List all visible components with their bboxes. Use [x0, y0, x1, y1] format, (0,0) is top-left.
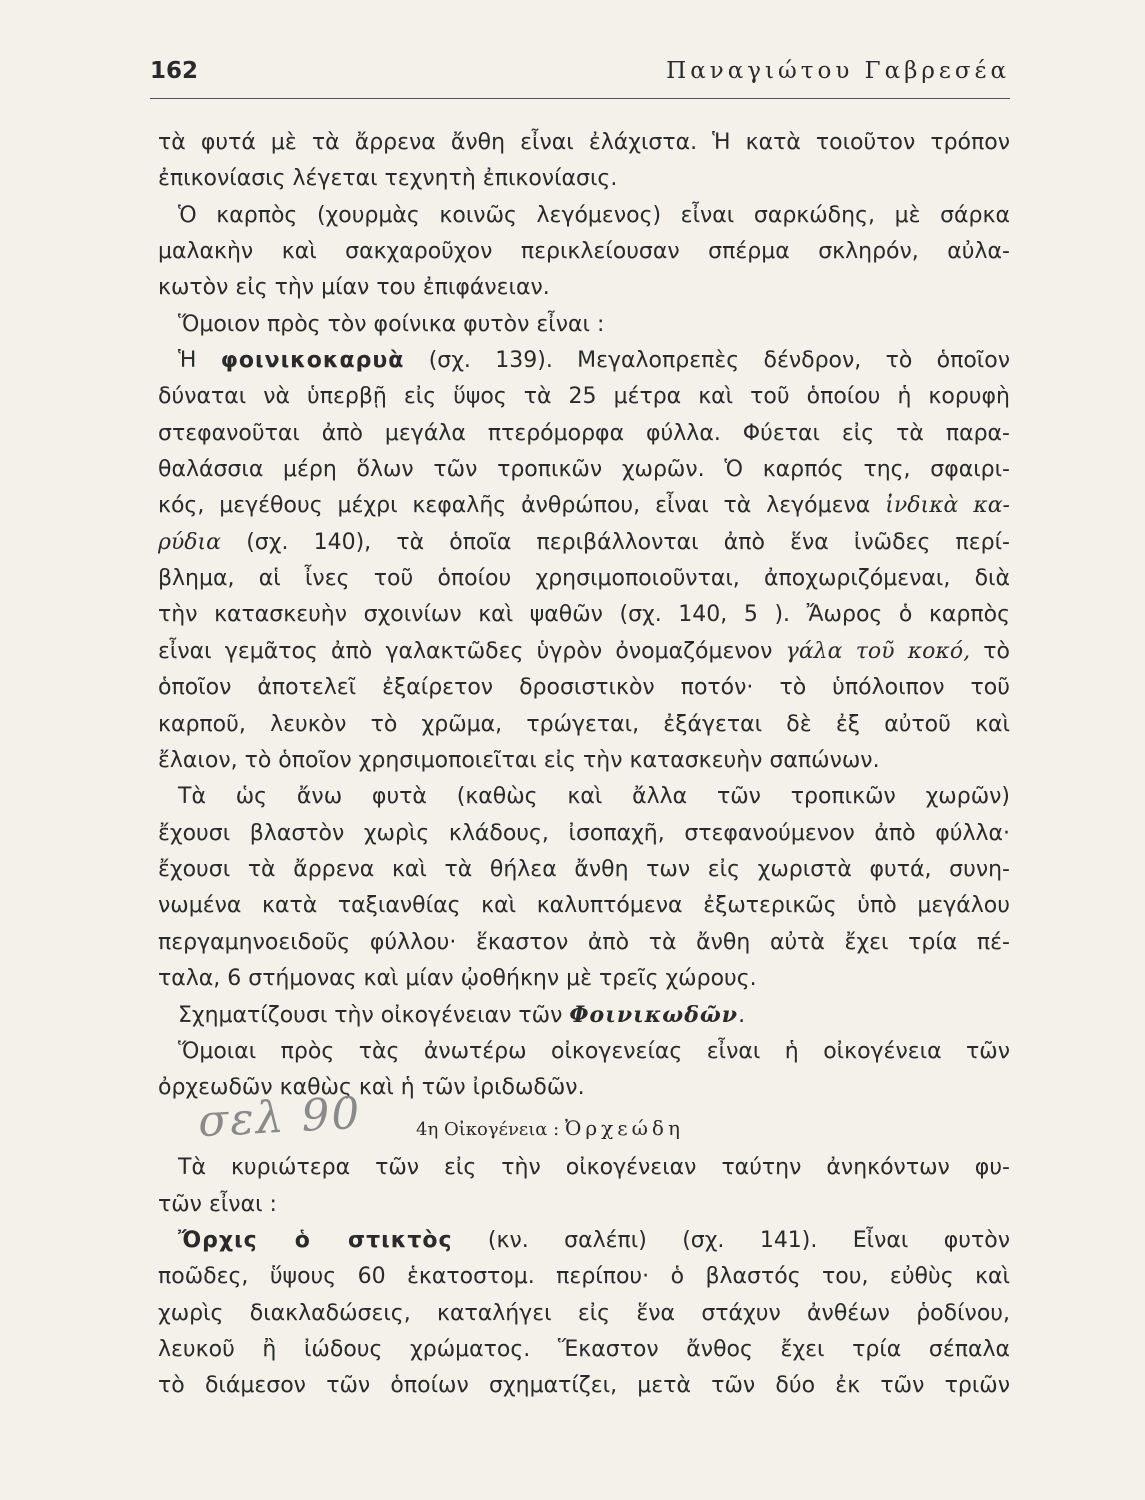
text-line: περγαμηνοειδοῦς φύλλου· ἕκαστον ἀπὸ τὰ ἄνθη αὐτὰ ἔχει τρία πέ-	[158, 929, 1010, 955]
text-line: κωτὸν εἰς τὴν μίαν του ἐπιφάνειαν.	[158, 275, 550, 301]
text-line: ὀρχεωδῶν καθὼς καὶ ἡ τῶν ἰριδωδῶν.	[158, 1074, 585, 1100]
text-line: βλημα, αἱ ἶνες τοῦ ὁποίου χρησιμοποιοῦνται, ἀποχωριζόμεναι, διὰ	[158, 566, 1010, 592]
text-line: μαλακὴν καὶ σακχαροῦχον περικλείουσαν σπέρμα σκληρόν, αὐλα-	[158, 239, 1010, 265]
text-line: ποῶδες, ὕψους 60 ἑκατοστομ. περίπου· ὁ βλαστός του, εὐθὺς καὶ	[158, 1264, 1010, 1290]
handwritten-annotation: σελ 90	[196, 1088, 363, 1148]
text-span: (σχ. 140), τὰ ὁποῖα περιβάλλονται ἀπὸ ἕνα ἰνῶδες περί-	[221, 529, 1010, 555]
running-head: Παναγιώτου Γαβρεσέα	[666, 58, 1010, 84]
text-span: Σχηματίζουσι τὴν οἰκογένειαν τῶν	[178, 1003, 570, 1029]
species-name: φοινικοκαρυὰ	[220, 348, 405, 374]
text-line: ταλα, 6 στήμονας καὶ μίαν ᾠοθήκην μὲ τρεῖς χώρους.	[158, 965, 757, 991]
header-rule	[150, 98, 1010, 99]
text-line: ἔχουσι βλαστὸν χωρὶς κλάδους, ἰσοπαχῆ, στεφανούμενον ἀπὸ φύλλα·	[158, 820, 1010, 846]
text-line: ἐπικονίασις λέγεται τεχνητὴ ἐπικονίασις.	[158, 166, 618, 192]
text-span: (κν. σαλέπι) (σχ. 141). Εἶναι φυτὸν	[452, 1227, 1010, 1253]
text-line: θαλάσσια μέρη ὅλων τῶν τροπικῶν χωρῶν. Ὁ καρπός της, σφαιρι-	[158, 457, 1010, 483]
text-line: καρποῦ, λευκὸν τὸ χρῶμα, τρώγεται, ἐξάγεται δὲ ἐξ αὐτοῦ καὶ	[158, 711, 1010, 737]
section-title	[416, 1106, 684, 1152]
text-line: ἔλαιον, τὸ ὁποῖον χρησιμοποιεῖται εἰς τὴν κατασκευὴν σαπώνων.	[158, 747, 880, 773]
text-line: στεφανοῦται ἀπὸ μεγάλα πτερόμορφα φύλλα. Φύεται εἰς τὰ παρα-	[158, 420, 1010, 446]
text-line: νωμένα κατὰ ταξιανθίας καὶ καλυπτόμενα ἐξωτερικῶς ὑπὸ μεγάλου	[158, 893, 1010, 919]
text-line: χωρὶς διακλαδώσεις, καταλήγει εἰς ἕνα στάχυν ἀνθέων ῥοδίνου,	[158, 1300, 1010, 1326]
text-span: τὸ	[970, 638, 1010, 664]
text-span: .	[738, 1003, 746, 1029]
section-label: Οἰκογένεια :	[443, 1119, 565, 1141]
text-line: λευκοῦ ἢ ἰώδους χρώματος. Ἕκαστον ἄνθος ἔχει τρία σέπαλα	[158, 1337, 1010, 1362]
text-line: Τὰ ὡς ἄνω φυτὰ (καθὼς καὶ ἄλλα τῶν τροπικῶν χωρῶν)	[178, 784, 1010, 810]
section-number: 4η	[416, 1119, 444, 1141]
text-line: τὴν κατασκευὴν σχοινίων καὶ ψαθῶν (σχ. 140, 5 ). Ἄωρος ὁ καρπὸς	[158, 602, 1010, 628]
section-heading	[158, 1088, 1010, 1150]
text-span: εἶναι γεμᾶτος ἀπὸ γαλακτῶδες ὑγρὸν ὀνομαζόμενον	[158, 638, 786, 664]
text-span: κός, μεγέθους μέχρι κεφαλῆς ἀνθρώπου, εἶναι τὰ λεγόμενα	[158, 493, 886, 519]
text-line: ὁποῖον ἀποτελεῖ ἐξαίρετον δροσιστικὸν ποτόν· τὸ ὑπόλοιπον τοῦ	[158, 675, 1010, 701]
page-number: 162	[150, 58, 199, 84]
text-line: Ὅμοιον πρὸς τὸν φοίνικα φυτὸν εἶναι :	[178, 311, 605, 337]
text-line: τῶν εἶναι :	[158, 1191, 277, 1217]
text-line: δύναται νὰ ὑπερβῇ εἰς ὕψος τὰ 25 μέτρα καὶ τοῦ ὁποίου ἡ κορυφὴ	[158, 384, 1010, 410]
italic-term: γάλα τοῦ κοκό,	[785, 638, 971, 664]
text-line: τὰ φυτά μὲ τὰ ἄρρενα ἄνθη εἶναι ἐλάχιστα. Ἡ κατὰ τοιοῦτον τρόπον	[158, 130, 1010, 155]
text-line: τὸ διάμεσον τῶν ὁποίων σχηματίζει, μετὰ τῶν δύο ἐκ τῶν τριῶν	[158, 1373, 1010, 1399]
text-line	[158, 1223, 1010, 1259]
text-line	[158, 488, 1010, 524]
text-line: Τὰ κυριώτερα τῶν εἰς τὴν οἰκογένειαν ταύτην ἀνηκόντων φυ-	[178, 1155, 1010, 1181]
text-line	[158, 634, 1010, 670]
section-family-name: Ὀρχεώδη	[564, 1116, 684, 1141]
italic-term: ἰνδικὰ κα-	[885, 493, 1010, 519]
italic-term: ρύδια	[158, 529, 222, 555]
family-name: Φοινικωδῶν	[569, 1002, 739, 1029]
text-span: (σχ. 139). Μεγαλοπρεπὲς δένδρον, τὸ ὁποῖον	[404, 348, 1010, 374]
text-line	[158, 997, 1010, 1033]
text-line	[158, 525, 1010, 561]
lead-article: Ἡ	[178, 348, 221, 374]
text-line: ἔχουσι τὰ ἄρρενα καὶ τὰ θήλεα ἄνθη των εἰς χωριστὰ φυτά, συνη-	[158, 856, 1010, 882]
page-body	[158, 125, 1010, 1405]
text-line	[158, 343, 1010, 379]
text-line: Ὁ καρπὸς (χουρμὰς κοινῶς λεγόμενος) εἶναι σαρκώδης, μὲ σάρκα	[178, 202, 1010, 228]
page-header	[150, 58, 1010, 84]
species-name: Ὄρχις ὁ στικτὸς	[178, 1227, 453, 1253]
text-line: Ὅμοιαι πρὸς τὰς ἀνωτέρω οἰκογενείας εἶναι ἡ οἰκογένεια τῶν	[178, 1038, 1010, 1064]
